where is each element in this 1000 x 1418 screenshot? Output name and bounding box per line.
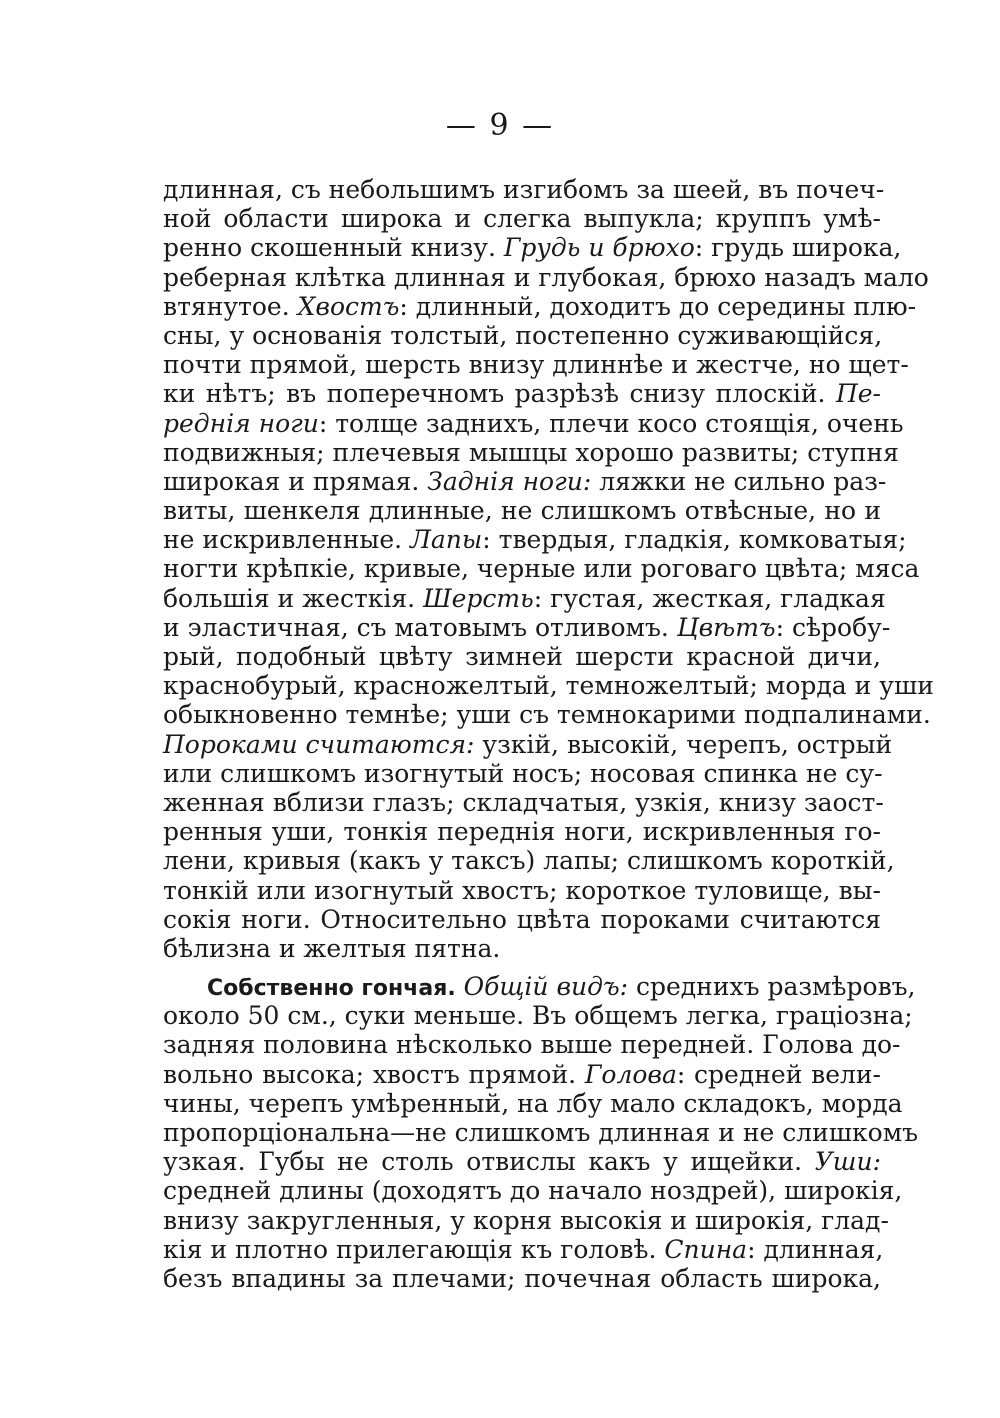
- text-run: : сѣробу-: [775, 612, 891, 642]
- text-line: [163, 759, 881, 788]
- text-run: ренно скошенный книзу.: [163, 233, 504, 263]
- text-run: чины, черепъ умѣренный, на лбу мало складокъ, морда: [163, 1088, 903, 1118]
- text-line: [163, 729, 893, 759]
- italic-term: Уши:: [814, 1147, 881, 1177]
- text-line: [163, 1001, 913, 1031]
- text-run: безъ впадины за плечами; почечная область широка,: [163, 1263, 881, 1293]
- text-line: [163, 671, 934, 701]
- text-line: [163, 175, 885, 204]
- text-line: [163, 262, 929, 292]
- text-line: [163, 1234, 884, 1264]
- text-run: внизу закругленныя, у корня высокія и широкія, глад-: [163, 1205, 889, 1235]
- text-run: : длинный, доходитъ до середины плю-: [399, 291, 917, 321]
- text-run: рый, подобный цвѣту зимней шерсти красной дичи,: [163, 642, 881, 671]
- text-line: [163, 1264, 881, 1293]
- text-line: [163, 642, 881, 671]
- text-line: [163, 204, 881, 233]
- text-run: кія и плотно прилегающія къ головѣ.: [163, 1234, 665, 1264]
- text-run: широкая и прямая.: [163, 466, 428, 496]
- text-run: втянутое.: [163, 291, 298, 321]
- text-line: [163, 525, 907, 555]
- text-run: : толще заднихъ, плечи косо стоящія, очень: [318, 408, 904, 438]
- text-line: [163, 1205, 889, 1235]
- section-heading: Собственно гончая.: [207, 976, 456, 1002]
- text-line: [163, 700, 931, 730]
- text-run: [456, 972, 464, 1001]
- text-line: [163, 972, 916, 1002]
- text-line: [163, 496, 881, 525]
- italic-term: Хвостъ: [297, 291, 400, 321]
- text-run: : грудь широка,: [694, 233, 902, 263]
- text-line: [163, 466, 887, 496]
- text-line: [163, 787, 884, 817]
- text-run: пропорціональна—не слишкомъ длинная и не слишкомъ: [163, 1118, 919, 1147]
- italic-term: Пороками считаются:: [163, 729, 475, 759]
- text-run: среднихъ размѣровъ,: [628, 972, 916, 1002]
- text-line: [163, 350, 909, 380]
- text-run: ногти крѣпкіе, кривые, черные или роговаго цвѣта; мяса: [163, 554, 920, 584]
- text-run: и эластичная, съ матовымъ отливомъ.: [163, 612, 677, 642]
- text-run: женная вблизи глазъ; складчатыя, узкія, книзу заост-: [163, 787, 884, 817]
- text-run: сокія ноги. Относительно цвѣта пороками считаются: [163, 904, 881, 934]
- text-run: тонкій или изогнутый хвостъ; короткое туловище, вы-: [163, 875, 881, 905]
- text-run: подвижныя; плечевыя мышцы хорошо развиты; ступня: [163, 437, 899, 467]
- italic-term: Лапы: [410, 525, 483, 555]
- text-line: [163, 612, 891, 642]
- text-run: : твердыя, гладкія, комковатыя;: [482, 525, 907, 555]
- text-run: бѣлизна и желтыя пятна.: [163, 933, 501, 963]
- text-run: обыкновенно темнѣе; уши съ темнокарими подпалинами.: [163, 700, 931, 730]
- italic-term: Шерсть: [423, 583, 534, 613]
- text-run: около 50 см., суки меньше. Въ общемъ легка, граціозна;: [163, 1001, 913, 1031]
- text-line: [163, 1088, 903, 1118]
- text-run: ренныя уши, тонкія переднія ноги, искривленныя го-: [163, 817, 881, 847]
- italic-term: Цвѣтъ: [676, 612, 776, 642]
- text-run: средней длины (доходятъ до начало ноздрей), широкія,: [163, 1176, 903, 1206]
- text-run: реберная клѣтка длинная и глубокая, брюхо назадъ мало: [163, 262, 929, 292]
- text-line: [163, 817, 881, 846]
- text-line: [163, 408, 904, 438]
- text-run: ляжки не сильно раз-: [591, 466, 887, 496]
- text-run: узкій, высокій, черепъ, острый: [474, 729, 893, 759]
- text-line: [163, 1118, 919, 1147]
- text-line: [163, 1030, 901, 1060]
- text-line: [163, 291, 917, 321]
- text-run: : средней вели-: [676, 1059, 881, 1089]
- body-text: [163, 175, 934, 1293]
- italic-term: Заднія ноги:: [427, 466, 592, 496]
- italic-term: Голова: [584, 1059, 677, 1089]
- text-line: [163, 437, 899, 467]
- text-run: : длинная,: [747, 1234, 884, 1264]
- text-run: : густая, жесткая, гладкая: [533, 583, 886, 613]
- text-line: [163, 321, 881, 350]
- text-run: задняя половина нѣсколько выше передней. Голова до-: [163, 1030, 901, 1060]
- text-run: почти прямой, шерсть внизу длиннѣе и жестче, но щет-: [163, 350, 909, 380]
- italic-term: реднія ноги: [163, 408, 319, 438]
- text-line: [163, 905, 881, 934]
- text-run: вольно высока; хвостъ прямой.: [163, 1059, 585, 1089]
- text-run: ной области широка и слегка выпукла; круппъ умѣ-: [163, 204, 881, 234]
- text-run: краснобурый, красножелтый, темножелтый; морда и уши: [163, 671, 934, 701]
- text-line: [163, 1060, 881, 1089]
- italic-term: Грудь и брюхо: [503, 233, 695, 263]
- italic-term: Общій видъ:: [463, 972, 629, 1002]
- text-line: [163, 554, 920, 584]
- page-number: — 9 —: [445, 108, 555, 143]
- text-line: [163, 583, 886, 613]
- text-run: не искривленные.: [163, 525, 411, 555]
- text-run: или слишкомъ изогнутый носъ; носовая спинка не су-: [163, 758, 883, 788]
- text-run: сны, у основанія толстый, постепенно суживающійся,: [163, 320, 883, 350]
- text-run: ки нѣтъ; въ поперечномъ разрѣзѣ снизу плоскій.: [163, 379, 836, 409]
- text-line: [163, 1176, 903, 1206]
- text-line: [163, 846, 895, 876]
- text-run: узкая. Губы не столь отвислы какъ у ищейки.: [163, 1147, 815, 1177]
- text-line: [163, 379, 881, 408]
- text-line: [163, 1147, 881, 1176]
- text-run: лени, кривыя (какъ у таксъ) лапы; слишкомъ короткій,: [163, 846, 895, 876]
- italic-term: Пе-: [835, 379, 881, 409]
- text-line: [163, 934, 881, 963]
- text-line: [163, 233, 902, 263]
- italic-term: Спина: [664, 1234, 748, 1264]
- text-run: длинная, съ небольшимъ изгибомъ за шеей, въ почеч-: [163, 175, 885, 204]
- text-run: виты, шенкеля длинные, не слишкомъ отвѣсные, но и: [163, 496, 881, 526]
- text-line: [163, 876, 881, 905]
- text-run: большія и жесткія.: [163, 583, 424, 613]
